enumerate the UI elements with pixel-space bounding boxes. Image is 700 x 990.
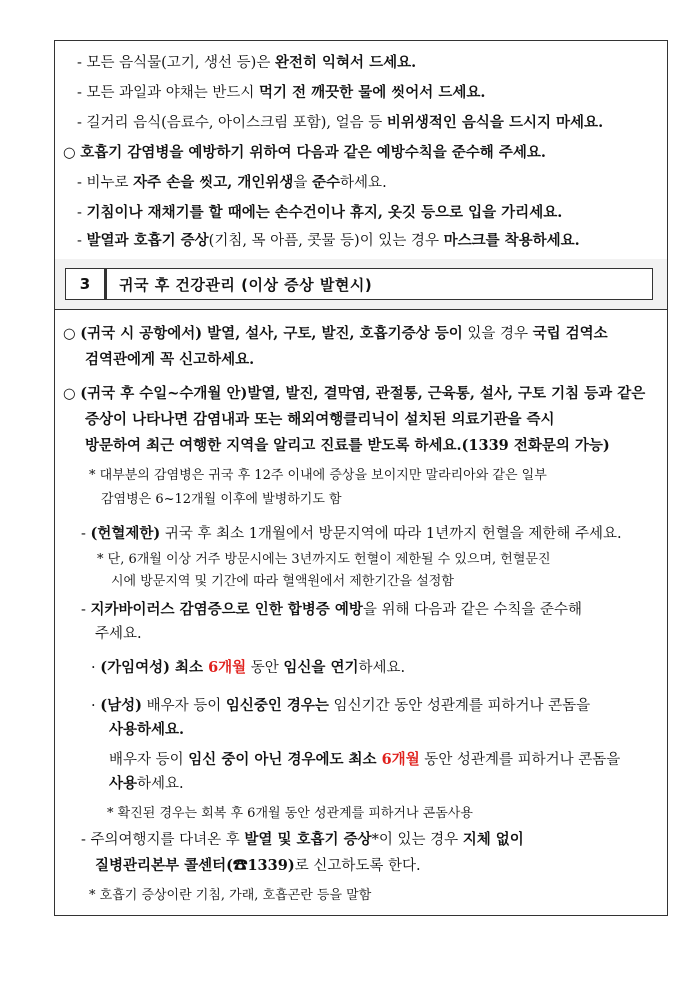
text: - (77, 205, 87, 221)
text-bold: 질병관리본부 콜센터(☎1339) (95, 857, 295, 874)
line-respiratory-heading (63, 143, 546, 163)
text-bold: (헌혈제한) (90, 525, 161, 542)
text: 주세요. (95, 626, 142, 642)
text-bold: 완전히 익혀서 드세요. (274, 54, 417, 71)
section-header (55, 259, 667, 309)
bullet-dot: · (91, 660, 101, 676)
para-call-center-line2 (95, 856, 421, 876)
line-street-food (77, 113, 603, 133)
text: 배우자 등이 (141, 698, 226, 714)
note-donation-line2: 시에 방문지역 및 기간에 따라 혈액원에서 제한기간을 설정함 (111, 574, 454, 589)
para-men-line2 (109, 720, 184, 740)
text-bold: 국립 검역소 (532, 325, 608, 342)
para-airport-report-line2 (85, 350, 254, 370)
text: - 비누로 (77, 175, 134, 191)
text-bold: 발열과 호흡기 증상 (86, 232, 209, 249)
text: 로 신고하도록 한다. (294, 858, 421, 874)
text-bold: 지카바이러스 감염증으로 인한 합병증 예방 (90, 601, 363, 618)
line-food-cooked (77, 53, 416, 73)
line-hand-wash (77, 173, 387, 193)
section-prevention (55, 41, 667, 260)
text: - 길거리 음식(음료수, 아이스크림 포함), 얼음 등 (77, 115, 387, 131)
text-bold: (가임여성) 최소 (100, 659, 209, 676)
para-women (91, 658, 405, 678)
text-bold: 증상이 나타나면 감염내과 또는 해외여행클리닉이 설치된 의료기관을 즉시 (85, 411, 555, 428)
text-bold: 임신중인 경우는 (225, 697, 329, 714)
text: 하세요. (137, 776, 184, 792)
section-title: 귀국 후 건강관리 (이상 증상 발현시) (105, 268, 653, 300)
note-respiratory-definition: * 호흡기 증상이란 기침, 가래, 호흡곤란 등을 말함 (89, 888, 372, 903)
text-bold: 기침이나 재채기를 할 때에는 손수건이나 휴지, 옷깃 등으로 입을 가리세요. (86, 204, 563, 221)
text-bold: 발열 및 호흡기 증상 (244, 831, 372, 848)
text: - 모든 과일과 야채는 반드시 (77, 85, 260, 101)
text: - 모든 음식물(고기, 생선 등)은 (77, 55, 275, 71)
note-confirmed: * 확진된 경우는 회복 후 6개월 동안 성관계를 피하거나 콘돔사용 (107, 806, 473, 821)
bullet-circle: ○ (63, 326, 81, 342)
para-symptoms-line2 (85, 410, 555, 430)
text: 임신기간 동안 성관계를 피하거나 콘돔을 (328, 698, 591, 714)
para-symptoms-line3 (85, 436, 610, 456)
para-men-line4 (109, 774, 184, 794)
line-mask (77, 231, 580, 251)
text-bold: 준수 (312, 174, 341, 191)
text-bold: 먹기 전 깨끗한 물에 씻어서 드세요. (259, 84, 486, 101)
bullet-dot: · (91, 698, 101, 714)
text: 하세요. (340, 175, 387, 191)
text: - (81, 602, 91, 618)
text: 귀국 후 최소 1개월에서 방문지역에 따라 1년까지 헌혈을 제한해 주세요. (160, 526, 622, 542)
text-bold: 사용 (109, 775, 138, 792)
section-after-return (55, 309, 667, 916)
text-bold: 지체 없이 (462, 831, 524, 848)
para-symptoms-line1 (63, 384, 645, 404)
text: 동안 성관계를 피하거나 콘돔을 (419, 752, 621, 768)
line-cough-cover (77, 203, 562, 223)
text-bold: (남성) (100, 697, 142, 714)
section-number: 3 (65, 268, 105, 300)
text: 배우자 등이 (109, 752, 189, 768)
para-call-center-line1 (81, 830, 524, 850)
text-bold: 자주 손을 씻고, 개인위생 (133, 174, 294, 191)
text-bold: 마스크를 착용하세요. (443, 232, 580, 249)
text-bold: 사용하세요. (109, 721, 185, 738)
para-blood-donation (81, 524, 622, 544)
para-zika-line2 (95, 624, 142, 644)
highlight-red: 6개월 (208, 659, 247, 676)
text-bold: 검역관에게 꼭 신고하세요. (85, 351, 255, 368)
text-bold: 임신 중이 아닌 경우에도 최소 (188, 751, 382, 768)
para-airport-report-line1 (63, 324, 608, 344)
bullet-circle: ○ (63, 145, 81, 161)
text: 을 (293, 175, 313, 191)
text: - (81, 526, 91, 542)
note-incubation-line2: 감염병은 6~12개월 이후에 발병하기도 함 (101, 492, 342, 507)
text: - 주의여행지를 다녀온 후 (81, 832, 245, 848)
text: *이 있는 경우 (371, 832, 463, 848)
text-bold: (귀국 시 공항에서) 발열, 설사, 구토, 발진, 호흡기증상 등이 (80, 325, 463, 342)
text-bold: 임신을 연기 (283, 659, 359, 676)
bullet-circle: ○ (63, 386, 81, 402)
text: - (77, 233, 87, 249)
para-men-line3 (109, 750, 620, 770)
text: 하세요. (358, 660, 406, 676)
para-men-line1 (91, 696, 590, 716)
page-frame (54, 40, 668, 916)
text: 있을 경우 (462, 326, 533, 342)
text: 동안 (246, 660, 284, 676)
line-fruit-wash (77, 83, 485, 103)
text-bold: 비위생적인 음식을 드시지 마세요. (386, 114, 604, 131)
note-incubation-line1: * 대부분의 감염병은 귀국 후 12주 이내에 증상을 보이지만 말라리아와 같은 일부 (89, 468, 547, 483)
highlight-red: 6개월 (381, 751, 420, 768)
text-bold: 방문하여 최근 여행한 지역을 알리고 진료를 받도록 하세요.(1339 전화문의 가능) (85, 437, 610, 454)
text-bold: (귀국 후 수일~수개월 안)발열, 발진, 결막염, 관절통, 근육통, 설사, 구토 기침 등과 같은 (80, 385, 646, 402)
text: 을 위해 다음과 같은 수칙을 준수해 (362, 602, 582, 618)
text-bold: 호흡기 감염병을 예방하기 위하여 다음과 같은 예방수칙을 준수해 주세요. (80, 144, 546, 161)
text: (기침, 목 아픔, 콧물 등)이 있는 경우 (208, 233, 444, 249)
para-zika-line1 (81, 600, 582, 620)
note-donation-line1: * 단, 6개월 이상 거주 방문시에는 3년까지도 헌혈이 제한될 수 있으며, 헌혈문진 (97, 552, 551, 567)
